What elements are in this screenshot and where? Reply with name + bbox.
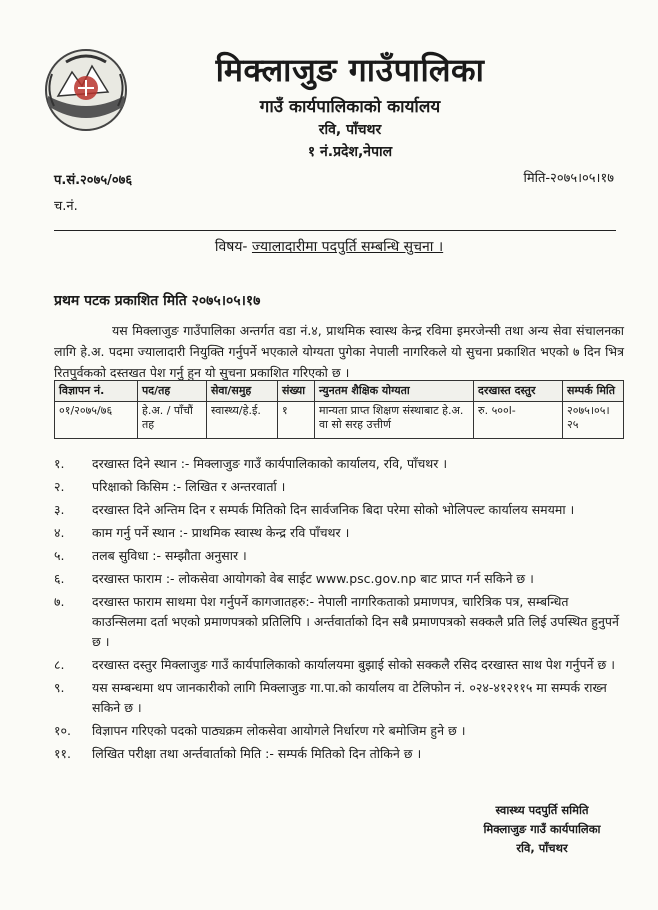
list-item: [54, 454, 624, 474]
vacancy-table: [54, 380, 624, 439]
list-item: [54, 523, 624, 543]
item-number: ९.: [54, 680, 65, 695]
office-name: गाउँ कार्यपालिकाको कार्यालय: [259, 97, 441, 117]
item-number: ८.: [54, 657, 65, 672]
item-text: दरखास्त फाराम :- लोकसेवा आयोगको वेब साईट www.psc.gov.np बाट प्राप्त गर्न सकिने छ ।: [92, 571, 534, 586]
list-item: [54, 592, 624, 652]
item-text: दरखास्त फाराम साथमा पेश गर्नुपर्ने कागजातहरु:- नेपाली नागरिकताको प्रमाणपत्र, चारित्रिक पत्र, सम्बन्धित काउन्सिलमा दर्ता भएको प्रमाणपत्रको प्रतिलिपि । अर्न्तवार्ताको दिन सबै प्रमाणपत्रको सक्कलै प्रति लिई उपस्थित हुनुपर्ने छ ।: [92, 594, 619, 649]
item-text: दरखास्त दिने अन्तिम दिन र सम्पर्क मितिको दिन सार्वजनिक बिदा परेमा सोको भोलिपल्ट कार्यालय समयमा ।: [92, 502, 575, 517]
item-number: ७.: [54, 594, 65, 609]
cell-fee: रु. ५००l-: [474, 402, 563, 439]
col-contact-date: सम्पर्क मिति: [563, 381, 624, 402]
list-item: [54, 655, 624, 675]
item-number: ६.: [54, 571, 65, 586]
list-item: [54, 546, 624, 566]
item-number: २.: [54, 479, 65, 494]
item-text: दरखास्त दिने स्थान :- मिक्लाजुङ गाउँ कार्यपालिकाको कार्यालय, रवि, पाँचथर ।: [92, 456, 448, 471]
publication-date: प्रथम पटक प्रकाशित मिति २०७५।०५।१७: [54, 293, 261, 309]
table-header-row: [55, 381, 624, 402]
dispatch-number: च.नं.: [54, 199, 78, 214]
table-row: [55, 402, 624, 439]
reference-number: प.सं.२०७५/०७६: [54, 173, 133, 188]
list-item: [54, 569, 624, 589]
list-item: [54, 678, 624, 718]
list-item: [54, 477, 624, 497]
cell-qualification: मान्यता प्राप्त शिक्षण संस्थाबाट हे.अ. वा सो सरह उत्तीर्ण: [315, 402, 474, 439]
list-item: [54, 721, 624, 741]
item-text: दरखास्त दस्तुर मिक्लाजुङ गाउँ कार्यपालिकाको कार्यालयमा बुझाई सोको सक्कलै रसिद दरखास्त साथ पेश गर्नुपर्ने छ ।: [92, 657, 615, 672]
col-service-group: सेवा/समुह: [207, 381, 278, 402]
item-text: परिक्षाको किसिम :- लिखित र अन्तरवार्ता ।: [92, 479, 286, 494]
item-number: ४.: [54, 525, 65, 540]
nepal-emblem-icon: [38, 44, 134, 136]
intro-text: यस मिक्लाजुङ गाउँपालिका अन्तर्गत वडा नं.४, प्राथमिक स्वास्थ केन्द्र रविमा इमरजेन्सी तथा अन्य सेवा संचालनका लागि हे.अ. पदमा ज्यालादारी नियुक्ति गर्नुपर्ने भएकाले योग्यता पुगेका नेपाली नागरिकले यो सुचना प्रकाशित भएको ७ दिन भित्र रितपुर्वकको दस्तखत पेश गर्नु हुन यो सुचना प्रकाशित गरिएको छ ।: [54, 323, 624, 380]
item-text: यस सम्बन्धमा थप जानकारीको लागि मिक्लाजुङ गा.पा.को कार्यालय वा टेलिफोन नं. ०२४-४१२११५ मा सम्पर्क राख्न सकिने छ ।: [92, 680, 607, 715]
item-text: लिखित परीक्षा तथा अर्न्तवार्ताको मिति :- सम्पर्क मितिको दिन तोकिने छ ।: [92, 746, 422, 761]
subject-text: ज्यालादारीमा पदपुर्ति सम्बन्धि सुचना ।: [251, 239, 444, 255]
subject-prefix: विषय-: [214, 239, 248, 255]
subject-line: [0, 237, 658, 256]
cell-service-group: स्वास्थ्य/हे.ई.: [207, 402, 278, 439]
item-number: १.: [54, 456, 65, 471]
header-divider: [54, 230, 616, 231]
intro-paragraph: [54, 320, 624, 383]
item-number: ३.: [54, 502, 65, 517]
col-fee: दरखास्त दस्तुर: [474, 381, 563, 402]
col-count: संख्या: [278, 381, 315, 402]
signature-block: [452, 801, 632, 858]
signature-place: रवि, पाँचथर: [516, 841, 568, 855]
office-province: १ नं.प्रदेश,नेपाल: [307, 144, 393, 160]
cell-ad-number: ०१/२०७५/७६: [55, 402, 138, 439]
letter-date: मिति-२०७५।०५।१७: [523, 171, 614, 186]
item-text: काम गर्नु पर्ने स्थान :- प्राथमिक स्वास्थ केन्द्र रवि पाँचथर ।: [92, 525, 350, 540]
signature-municipality: मिक्लाजुङ गाउँ कार्यपालिका: [483, 822, 601, 836]
col-ad-number: विज्ञापन नं.: [55, 381, 138, 402]
item-number: ११.: [54, 746, 71, 761]
cell-contact-date: २०७५।०५।२५: [563, 402, 624, 439]
office-place: रवि, पाँचथर: [318, 122, 382, 138]
item-number: ५.: [54, 548, 65, 563]
cell-post-level: हे.अ. / पाँचौं तह: [138, 402, 207, 439]
list-item: [54, 500, 624, 520]
municipality-title: मिक्लाजुङ गाउँपालिका: [215, 51, 485, 89]
col-post-level: पद/तह: [138, 381, 207, 402]
col-qualification: न्युनतम शैक्षिक योग्यता: [315, 381, 474, 402]
conditions-list: [54, 454, 624, 767]
item-text: विज्ञापन गरिएको पदको पाठ्यक्रम लोकसेवा आयोगले निर्धारण गरे बमोजिम हुने छ ।: [92, 723, 466, 738]
cell-count: १: [278, 402, 315, 439]
list-item: [54, 744, 624, 764]
signature-committee: स्वास्थ्य पदपुर्ति समिति: [495, 803, 589, 817]
item-text: तलब सुविधा :- सम्झौता अनुसार ।: [92, 548, 247, 563]
item-number: १०.: [54, 723, 71, 738]
